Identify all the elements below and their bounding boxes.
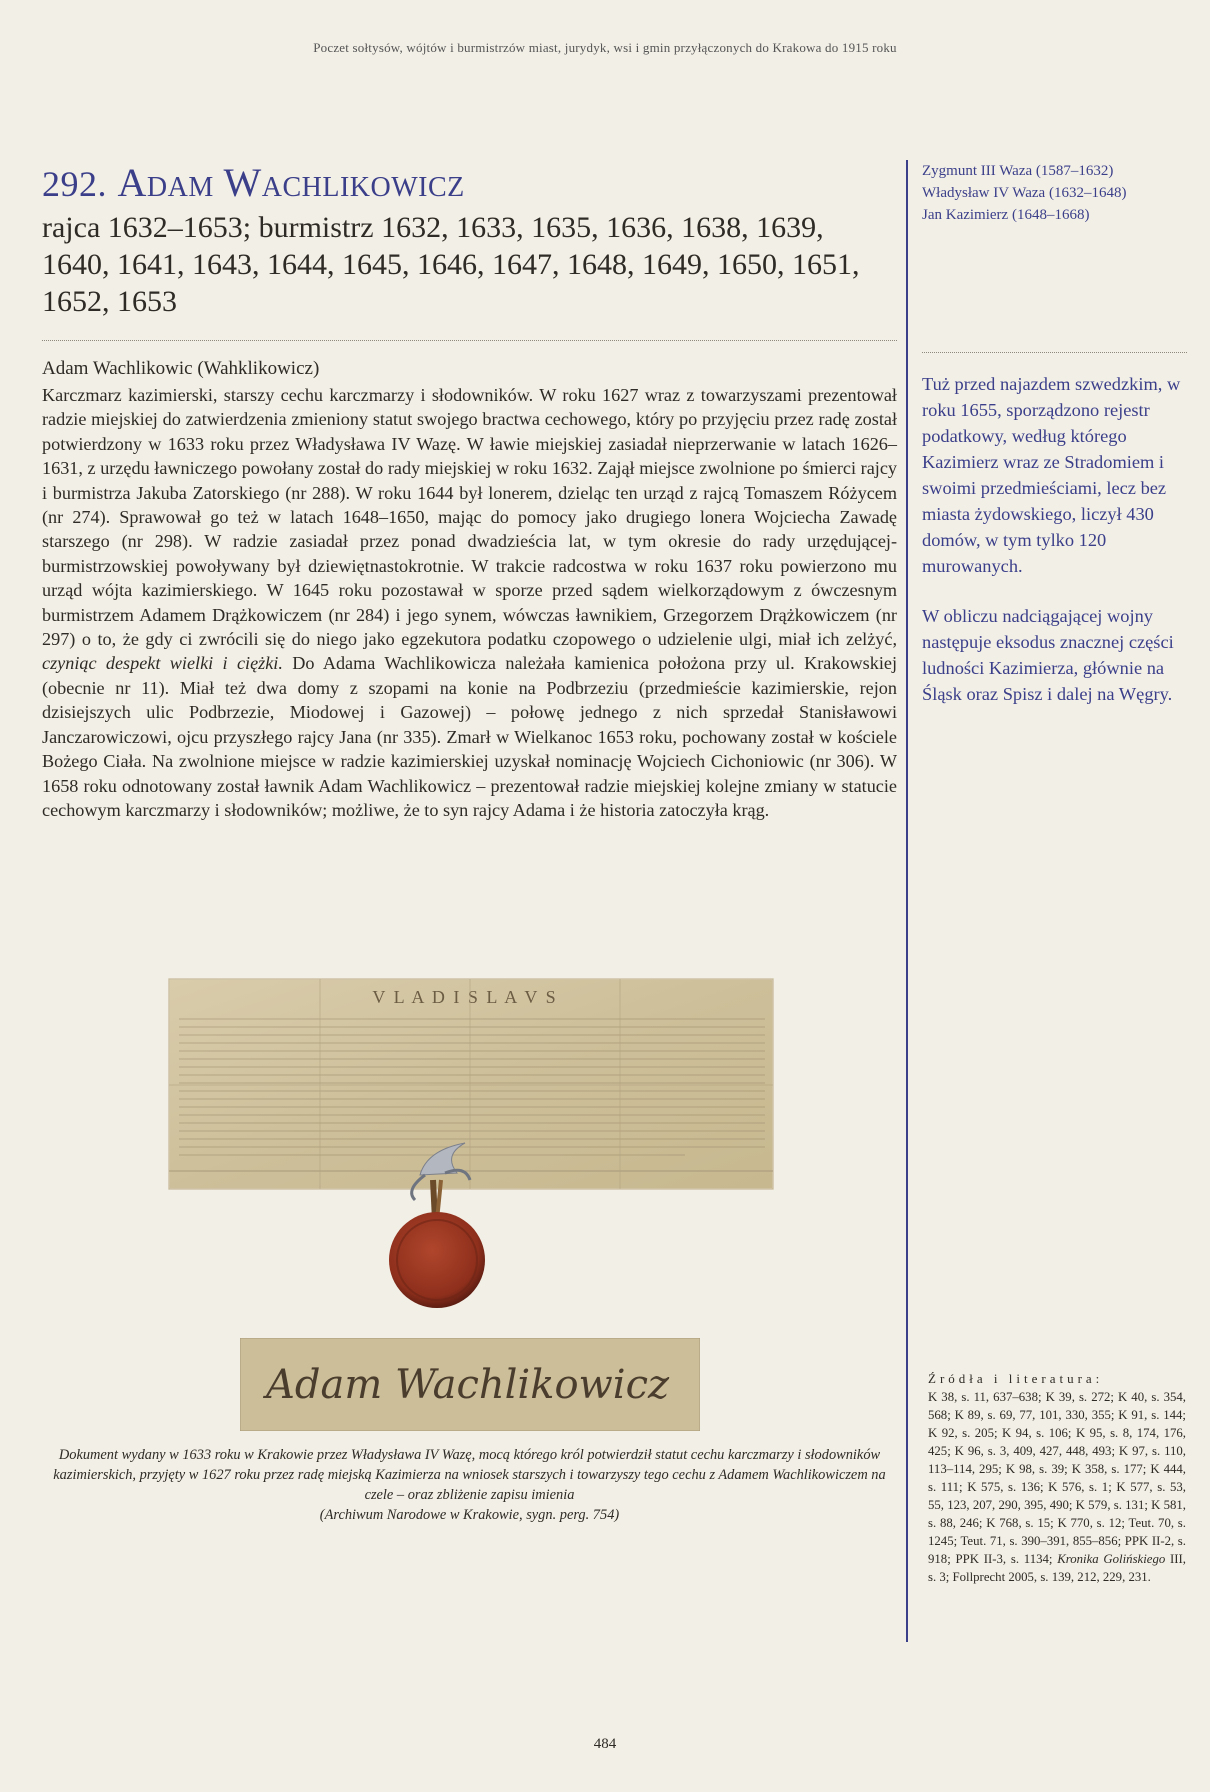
side-column [922, 160, 1187, 707]
entry-subtitle: rajca 1632–1653; burmistrz 1632, 1633, 1635, 1636, 1638, 1639, 1640, 1641, 1643, 1644, 1645, 1646, 1647, 1648, 1649, 1650, 1651, 1652, 1653 [42, 211, 860, 318]
reign-item: Zygmunt III Waza (1587–1632) [922, 163, 1114, 179]
sources-list [928, 1388, 1186, 1586]
figure-caption [42, 1445, 897, 1525]
reigns-list [922, 160, 1187, 226]
reign-item: Władysław IV Waza (1632–1648) [922, 185, 1127, 201]
signature-closeup [240, 1338, 700, 1431]
entry-name: Adam Wachlikowicz [117, 160, 465, 205]
document-heading: V L A D I S L A V S [372, 987, 558, 1007]
entry-title [42, 160, 897, 207]
signature-text: Adam Wachlikowicz [266, 1362, 670, 1408]
caption-source: (Archiwum Narodowe w Krakowie, sygn. perg. 754) [319, 1507, 620, 1523]
biography-text [42, 383, 897, 822]
biography-part-1: Karczmarz kazimierski, starszy cechu karczmarzy i słodowników. W roku 1627 wraz z towarzyszami prezentował radzie miejskiej do zatwierdzenia zmieniony statut swojego bractwa cechowego, który po przyjęciu przez radę został potwierdzony w 1633 roku przez Władysława IV Wazę. W ławie miejskiej zasiadał nieprzerwanie w latach 1626–1631, z urzędu ławniczego powołany został do rady miejskiej w roku 1632. Zajął miejsce zwolnione po śmierci rajcy i burmistrza Jakuba Zatorskiego (nr 288). W roku 1644 był lonerem, dzieląc ten urząd z rajcą Tomaszem Różycem (nr 274). Sprawował go też w latach 1648–1650, mając do pomocy jako drugiego lonera Wojciecha Zawadę starszego (nr 298). W radzie zasiadał przez ponad dwadzieścia lat, w tym okresie do rady urzędującej-burmistrzowskiej powoływany był dziewiętnastokrotnie. W trakcie radcostwa w roku 1637 roku powierzono mu urząd wójta kazimierskiego. W 1645 roku pozostawał w sporze przed sądem wielkorządowym z ówczesnym burmistrzem Adamem Drążkowiczem (nr 284) i jego synem, wówczas ławnikiem, Grzegorzem Drążkowiczem (nr 297) o to, że gdy ci zwrócili się do niego jako egzekutora podatku czopowego o udzielenie ulgi, miał ich zelżyć, [42, 385, 897, 650]
sources-part-1: K 38, s. 11, 637–638; K 39, s. 272; K 40, s. 354, 568; K 89, s. 69, 77, 101, 330, 355; K 91, s. 144; K 92, s. 205; K 94, s. 106; K 95, s. 8, 174, 176, 425; K 96, s. 3, 409, 427, 448, 493; K 97, s. 110, 113–114, 295; K 98, s. 39; K 358, s. 177; K 444, s. 111; K 575, s. 136; K 576, s. 1; K 577, s. 53, 55, 123, 207, 290, 395, 490; K 579, s. 131; K 581, s. 88, 246; K 768, s. 15; K 770, s. 12; Teut. 70, s. 1245; Teut. 71, s. 390–391, 855–856; PPK II-2, s. 918; PPK II-3, s. 1134; [928, 1390, 1186, 1566]
page-number: 484 [593, 1736, 617, 1752]
dotted-divider [42, 340, 897, 341]
column-divider [906, 160, 908, 1642]
side-note: W obliczu nadciągającej wojny następuje eksodus znacznej części ludności Kazimierza, głównie na Śląsk oraz Spisz i dalej na Węgry. [922, 606, 1174, 704]
sources-italic: Kronika Golińskiego [1057, 1552, 1166, 1566]
reign-item: Jan Kazimierz (1648–1668) [922, 207, 1090, 223]
dotted-divider [922, 352, 1187, 353]
main-column [42, 160, 897, 822]
signature-image [240, 1338, 700, 1431]
parchment-document [165, 975, 777, 1315]
biography-part-2: Do Adama Wachlikowicza należała kamienica położona przy ul. Krakowskiej (obecnie nr 11). Miał też dwa domy z szopami na konie na Podbrzeziu (przedmieście kazimierskie, rejon dzisiejszych ulic Podbrzezie, Miodowej i Gazowej) – połowę jednego z nich sprzedał Stanisławowi Janczarowiczowi, ojcu przyszłego rajcy Jana (nr 335). Zmarł w Wielkanoc 1653 roku, pochowany został w kościele Bożego Ciała. Na zwolnione miejsce w radzie kazimierskiej uzyskał nominację Wojciech Cichoniowic (nr 306). W 1658 roku odnotowany został ławnik Adam Wachlikowicz – prezentował radzie miejskiej kolejne zmiany w statucie cechowym karczmarzy i słodowników; możliwe, że to syn rajcy Adama i że historia zatoczyła krąg. [42, 653, 897, 820]
sources-part-2: III, s. 3; Follprecht 2005, s. 139, 212, 229, 231. [928, 1552, 1186, 1584]
side-note: Tuż przed najazdem szwedzkim, w roku 1655, sporządzono rejestr podatkowy, według którego Kazimierz wraz ze Stradomiem i swoimi przedmieściami, lecz bez miasta żydowskiego, liczył 430 domów, w tym tylko 120 murowanych. [922, 374, 1181, 576]
sources-block [928, 1370, 1186, 1586]
caption-text: Dokument wydany w 1633 roku w Krakowie przez Władysława IV Wazę, mocą którego król potwierdził statut cechu karczmarzy i słodowników kazimierskich, przyjęty w 1627 roku przez radę miejską Kazimierza na wniosek starszych i towarzyszy tego cechu z Adamem Wachlikowiczem na czele – oraz zbliżenie zapisu imienia [53, 1447, 886, 1503]
entry-number: 292. [42, 164, 107, 204]
person-name: Adam Wachlikowic (Wahklikowicz) [42, 358, 320, 379]
sources-heading: Źródła i literatura: [928, 1371, 1104, 1386]
document-image [165, 975, 777, 1315]
biography-quote: czyniąc despekt wielki i ciężki. [42, 653, 283, 674]
running-head: Poczet sołtysów, wójtów i burmistrzów miast, jurydyk, wsi i gmin przyłączonych do Krakowa do 1915 roku [313, 40, 897, 55]
